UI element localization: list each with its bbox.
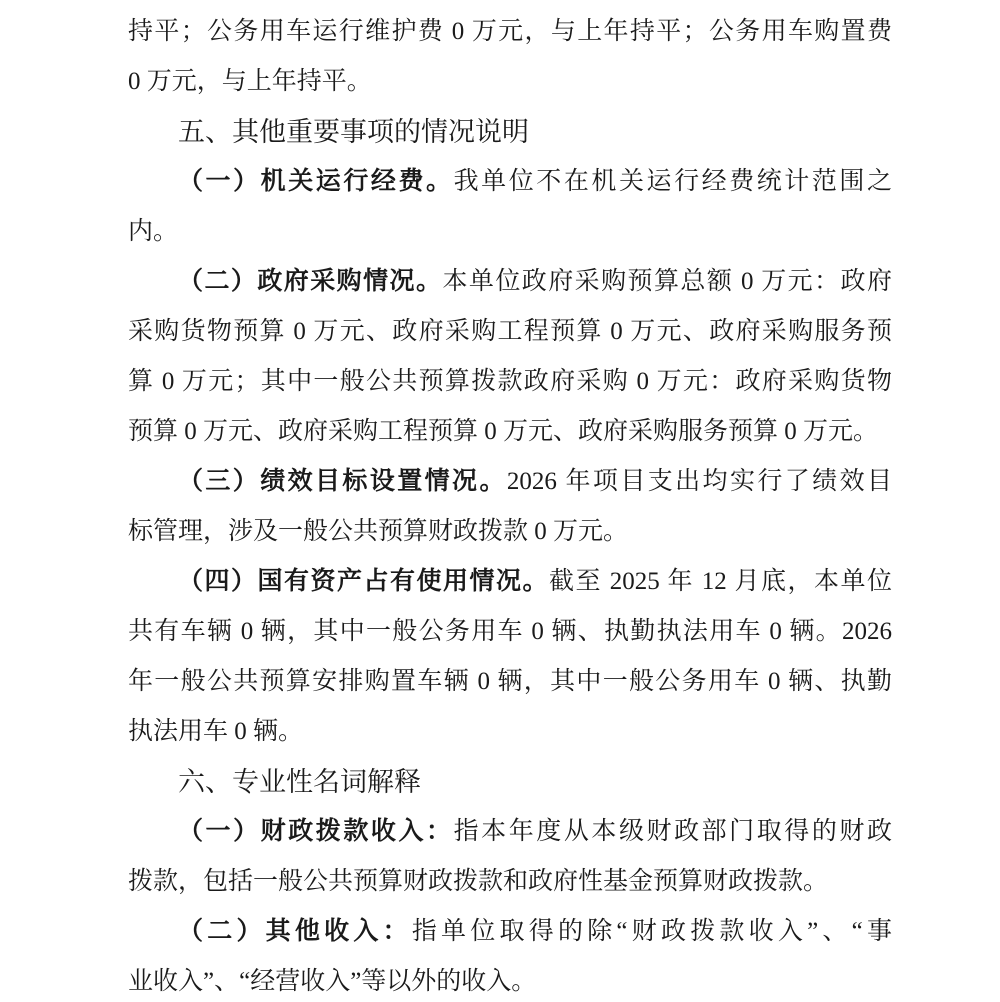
text-segment: 五、其他重要事项的情况说明 [178,117,529,147]
paragraph-lead: （三）绩效目标设置情况。 [178,468,507,495]
text-segment: 年一般公共预算安排购置车辆 0 辆，其中一般公务用车 0 辆、执勤 [128,668,892,695]
text-segment: 算 0 万元；其中一般公共预算拨款政府采购 0 万元：政府采购货物 [128,368,892,395]
text-segment: 内。 [128,218,179,245]
paragraph-lead: （二）政府采购情况。 [178,268,443,295]
text-line [128,157,892,207]
text-segment: 执法用车 0 辆。 [128,718,304,745]
text-line [128,257,892,307]
text-segment: 2026 年项目支出均实行了绩效目 [506,468,892,495]
text-line [128,607,892,657]
text-line [128,857,892,907]
text-line [128,557,892,607]
text-segment: 0 万元，与上年持平。 [128,68,372,95]
text-segment: 标管理，涉及一般公共预算财政拨款 0 万元。 [128,518,629,545]
paragraph-lead: （四）国有资产占有使用情况。 [178,568,549,595]
text-segment: 本单位政府采购预算总额 0 万元：政府 [442,268,892,295]
text-segment: 截至 2025 年 12 月底，本单位 [549,568,892,595]
text-line [128,807,892,857]
paragraph-lead: （二）其他收入： [178,918,412,945]
text-line [128,207,892,257]
text-segment: 共有车辆 0 辆，其中一般公务用车 0 辆、执勤执法用车 0 辆。2026 [128,618,892,645]
text-line [128,507,892,557]
text-line [128,407,892,457]
section-heading [128,107,892,157]
text-segment: 拨款，包括一般公共预算财政拨款和政府性基金预算财政拨款。 [128,868,829,895]
text-line [128,57,892,107]
section-heading [128,757,892,807]
text-segment: 指单位取得的除“财政拨款收入”、“事 [411,918,892,945]
text-content [128,7,892,1002]
text-segment: 预算 0 万元、政府采购工程预算 0 万元、政府采购服务预算 0 万元。 [128,418,879,445]
text-line [128,657,892,707]
text-segment: 持平；公务用车运行维护费 0 万元，与上年持平；公务用车购置费 [128,18,892,45]
text-segment: 六、专业性名词解释 [178,767,421,797]
text-segment: 我单位不在机关运行经费统计范围之 [453,168,892,195]
text-line [128,357,892,407]
text-line [128,457,892,507]
text-line [128,707,892,757]
paragraph-lead: （一）财政拨款收入： [178,818,454,845]
text-line [128,7,892,57]
text-segment: 采购货物预算 0 万元、政府采购工程预算 0 万元、政府采购服务预 [128,318,892,345]
paragraph-lead: （一）机关运行经费。 [178,168,454,195]
text-line [128,307,892,357]
text-segment: 指本年度从本级财政部门取得的财政 [453,818,892,845]
text-segment: 业收入”、“经营收入”等以外的收入。 [128,968,537,995]
text-line [128,907,892,957]
text-line [128,957,892,1002]
